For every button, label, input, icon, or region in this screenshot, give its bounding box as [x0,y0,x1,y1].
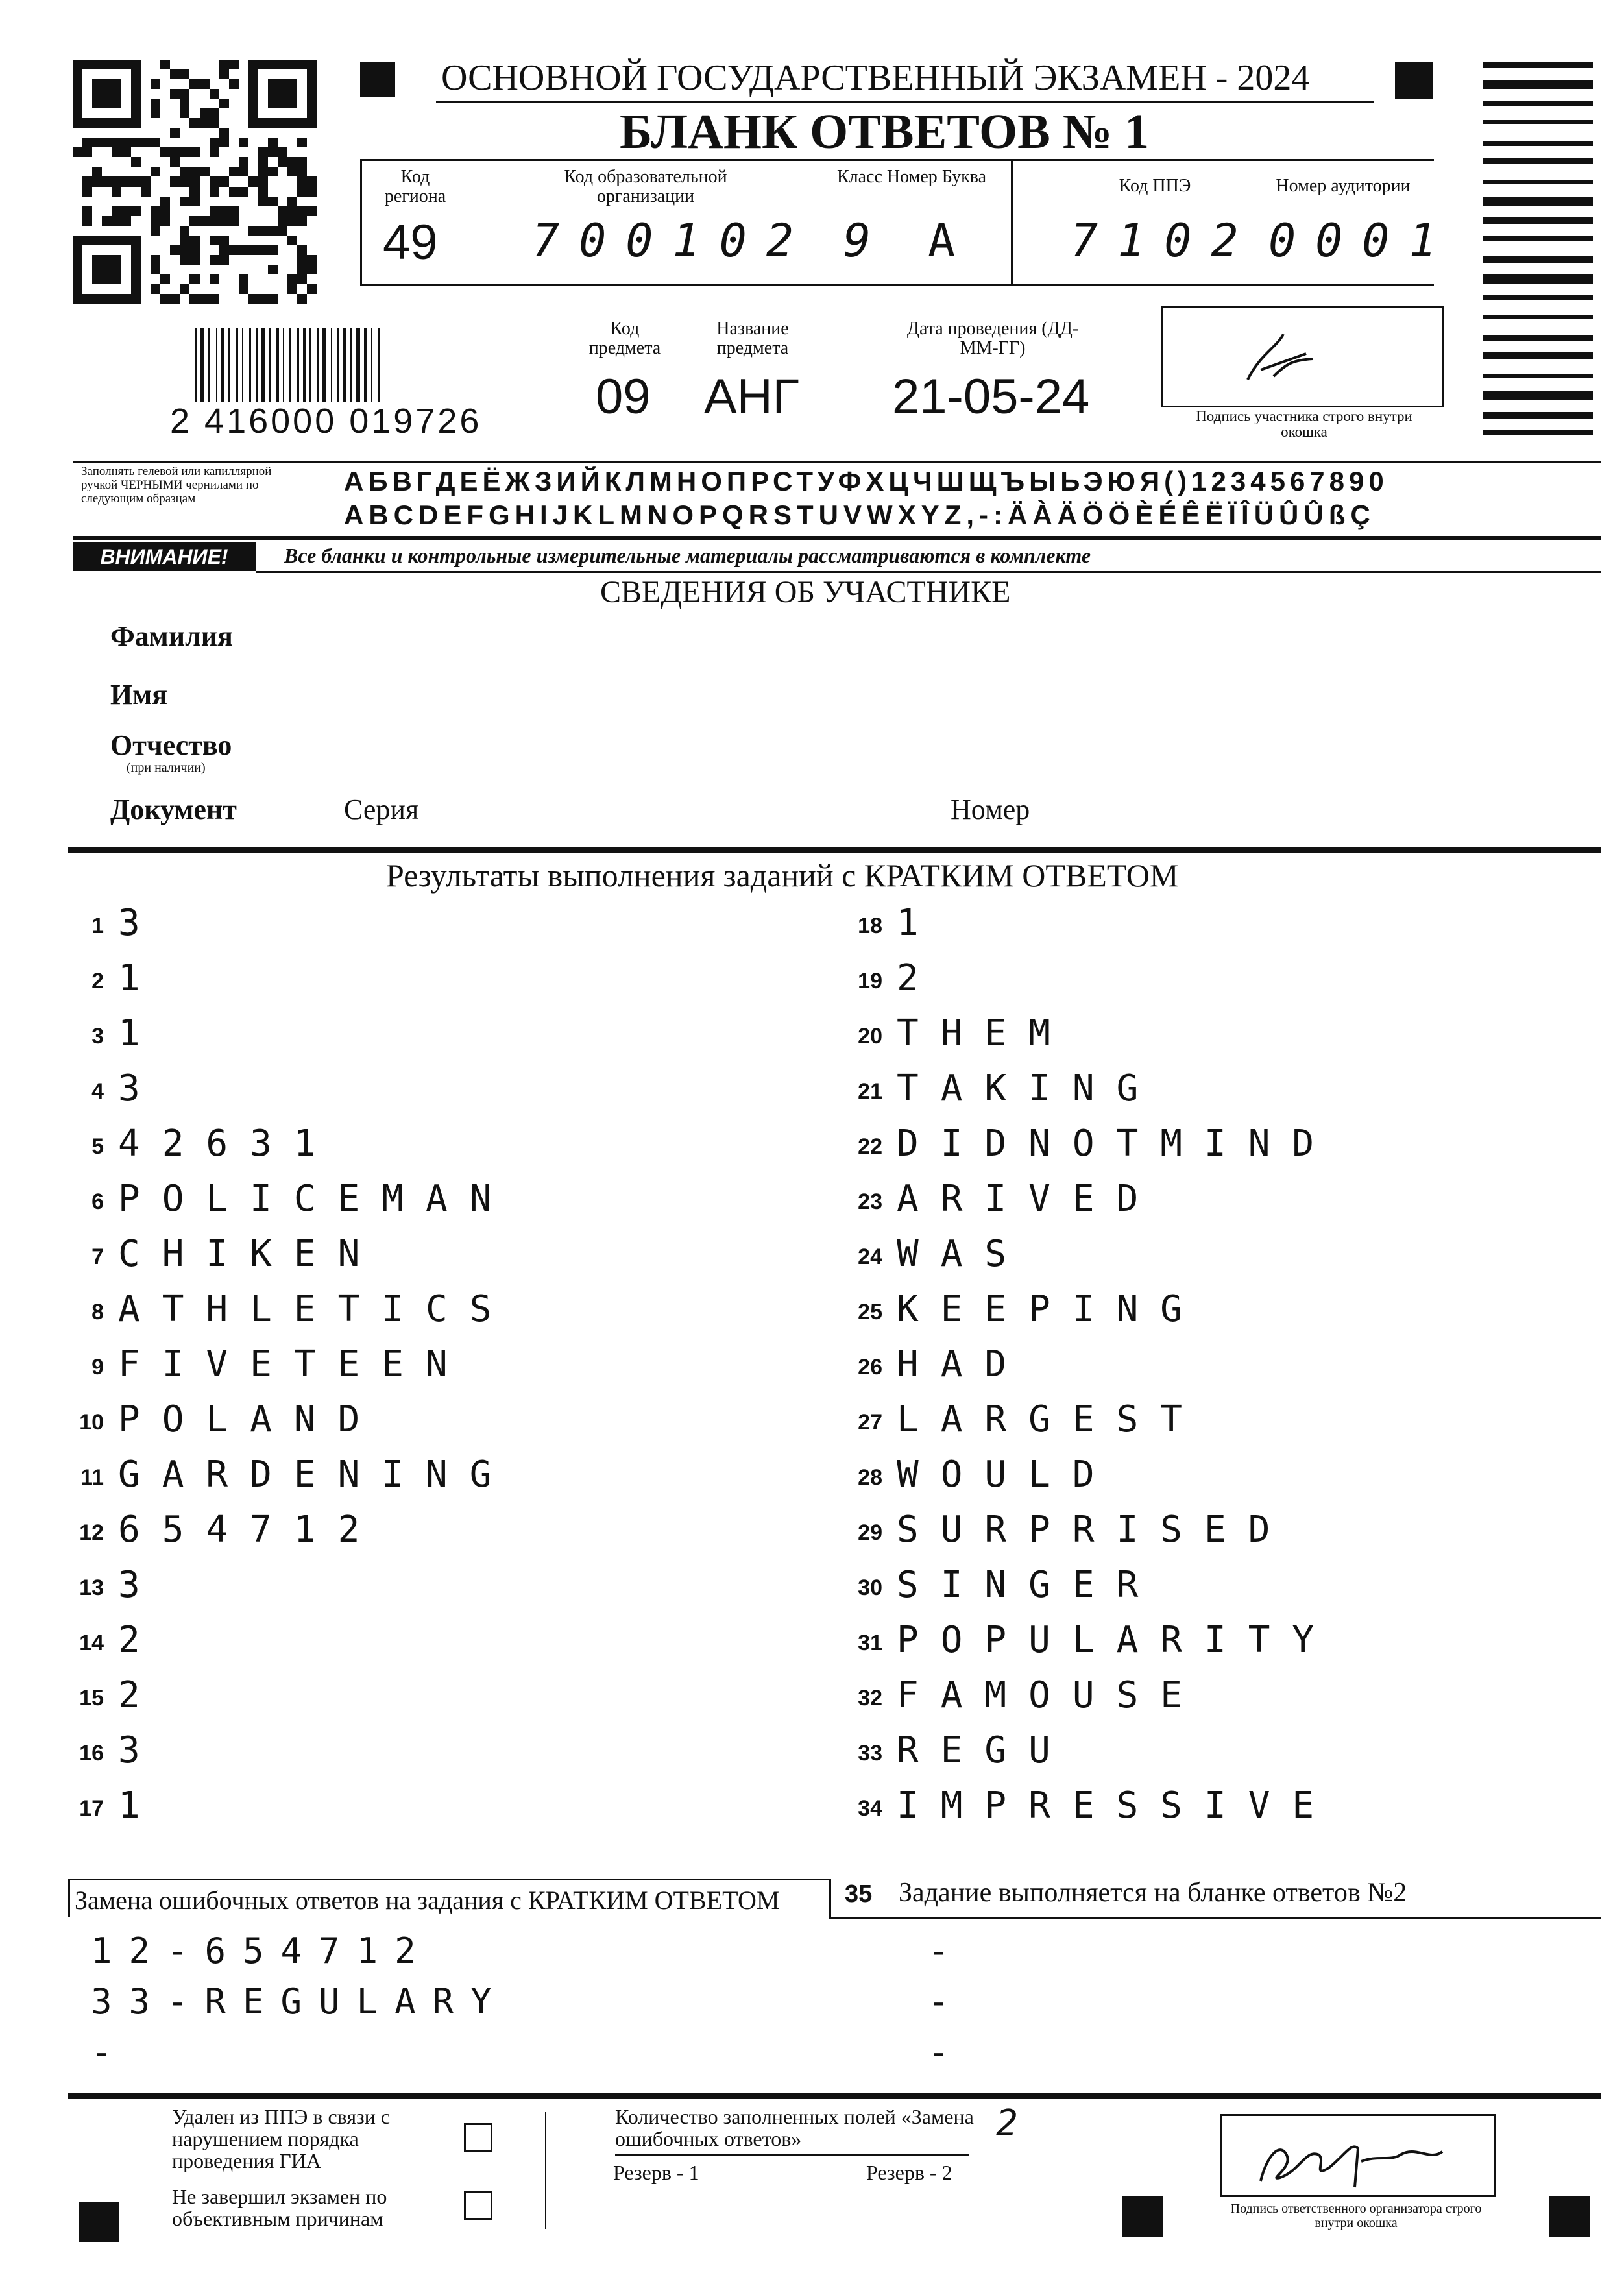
answer-row[interactable] [65,1178,811,1233]
answer-value: 3 [118,1067,162,1110]
corner-marker [1395,62,1433,99]
warning-text: Все бланки и контрольные измерительные материалы рассматриваются в комплекте [284,544,1091,567]
answer-row[interactable] [65,1398,811,1453]
answer-row[interactable] [843,902,1590,957]
answer-row[interactable] [843,1012,1590,1067]
answer-value: 42631 [118,1123,338,1165]
question-number: 19 [858,969,882,993]
replacement-entry[interactable]: - [928,1981,966,2022]
answer-row[interactable] [65,1012,811,1067]
sample-instruction: Заполнять гелевой или капиллярной ручкой ЧЕРНЫМИ чернилами по следующим образцам [81,465,272,505]
participant-heading: СВЕДЕНИЯ ОБ УЧАСТНИКЕ [600,575,1011,609]
answer-row[interactable] [843,1619,1590,1674]
question-number: 28 [858,1465,882,1490]
answer-row[interactable] [843,1674,1590,1729]
subject-name-value: АНГ [704,369,799,424]
number-label: Номер [951,794,1030,825]
answer-value: HAD [897,1343,1029,1385]
answer-value: WAS [897,1233,1029,1275]
question-number: 16 [79,1741,104,1766]
answer-row[interactable] [843,1509,1590,1564]
question-number: 10 [79,1410,104,1435]
answer-row[interactable] [65,957,811,1012]
qr-code [73,60,317,304]
barcode [195,328,539,402]
corner-marker [1549,2196,1590,2237]
answer-row[interactable] [843,957,1590,1012]
label-class: Класс Номер Буква [836,167,987,187]
answer-value: FAMOUSE [897,1674,1205,1716]
question-number: 22 [858,1134,882,1159]
question-number: 20 [858,1024,882,1049]
answer-row[interactable] [843,1398,1590,1453]
answer-value: 1 [897,902,941,944]
ppe-value: 7102 [1071,214,1258,267]
removed-checkbox[interactable] [464,2123,492,2152]
answer-value: 2 [118,1674,162,1716]
question-number: 8 [91,1300,104,1324]
subject-code-value: 09 [596,369,651,424]
answer-row[interactable] [843,1784,1590,1840]
patronymic-note: (при наличии) [127,760,206,775]
question-number: 34 [858,1796,882,1821]
question-number: 15 [79,1686,104,1710]
answer-value: ATHLETICS [118,1288,514,1330]
question-number: 17 [79,1796,104,1821]
answer-value: 2 [897,957,941,999]
answer-value: 1 [118,1012,162,1054]
question-number: 12 [79,1520,104,1545]
reserve1-label: Резерв - 1 [613,2161,699,2184]
signature-mark [1163,308,1442,406]
answer-value: POPULARITY [897,1619,1337,1661]
date-value: 21-05-24 [892,369,1090,424]
replacement-entry[interactable]: 12-654712 [91,1930,433,1971]
question-number: 18 [858,914,882,938]
class-letter-value: А [928,214,975,267]
not-finished-label: Не завершил экзамен по объективным причинам [172,2185,387,2230]
answer-value: DIDNOTMIND [897,1123,1337,1165]
label-subject-code: Код предмета [588,319,661,358]
question-number: 30 [858,1575,882,1600]
question-number: 23 [858,1189,882,1214]
answer-value: TAKING [897,1067,1161,1110]
label-ppe: Код ППЭ [1119,176,1191,196]
answers-heading: Результаты выполнения заданий с КРАТКИМ ОТВЕТОМ [386,857,1179,894]
question-number: 4 [91,1079,104,1104]
corner-marker [79,2202,119,2242]
question-number: 6 [91,1189,104,1214]
replacement-entry[interactable]: - [928,1930,966,1971]
answer-value: POLICEMAN [118,1178,514,1220]
answer-row[interactable] [843,1564,1590,1619]
reserve2-label: Резерв - 2 [866,2161,952,2184]
question-number: 33 [858,1741,882,1766]
replacement-left [91,1930,805,2086]
answer-value: GARDENING [118,1453,514,1496]
form-title: БЛАНК ОТВЕТОВ № 1 [620,104,1150,159]
question-number: 2 [91,969,104,993]
task35-number: 35 [845,1880,873,1908]
answer-value: CHIKEN [118,1233,382,1275]
answer-row[interactable] [843,1729,1590,1784]
answer-row[interactable] [65,1288,811,1343]
removed-label: Удален из ППЭ в связи с нарушением порядка проведения ГИА [172,2105,391,2172]
question-number: 1 [91,914,104,938]
corner-marker [1122,2196,1163,2237]
sample-latin: ABCDEFGHIJKLMNOPQRSTUVWXYZ,-:ÄÀÄÖÖÈÉÊËÏÎÜÛÛßÇ [344,500,1376,530]
answer-row[interactable] [65,1343,811,1398]
name-label: Имя [110,679,167,711]
question-number: 31 [858,1631,882,1655]
patronymic-label: Отчество [110,729,232,761]
answer-value: IMPRESSIVE [897,1784,1337,1827]
not-finished-checkbox[interactable] [464,2191,492,2220]
label-org: Код образовательной организации [564,167,727,206]
question-number: 21 [858,1079,882,1104]
participant-signature-box[interactable] [1161,306,1444,407]
organizer-signature-mark [1222,2116,1494,2195]
replacement-entry[interactable]: - [91,2032,129,2073]
series-label: Серия [344,794,419,825]
answer-row[interactable] [65,1067,811,1123]
question-number: 32 [858,1686,882,1710]
answer-value: 2 [118,1619,162,1661]
organizer-signature-label: Подпись ответственного организатора строго внутри окошка [1230,2202,1482,2230]
class-number-value: 9 [843,214,891,267]
answer-value: 3 [118,902,162,944]
question-number: 29 [858,1520,882,1545]
answer-value: SURPRISED [897,1509,1292,1551]
label-room: Номер аудитории [1276,176,1411,196]
question-number: 9 [91,1355,104,1380]
surname-label: Фамилия [110,620,233,652]
answer-value: POLAND [118,1398,382,1441]
answer-value: REGU [897,1729,1073,1771]
answer-value: WOULD [897,1453,1117,1496]
answer-value: 3 [118,1564,162,1606]
replacement-right [928,1930,1058,2086]
answer-row[interactable] [843,1178,1590,1233]
question-number: 13 [79,1575,104,1600]
answer-row[interactable] [843,1343,1590,1398]
region-value: 49 [383,215,438,270]
question-number: 11 [80,1465,104,1490]
organizer-signature-box[interactable] [1220,2114,1496,2197]
answer-value: LARGEST [897,1398,1205,1441]
answers-left-column [65,902,811,1862]
answer-row[interactable] [65,1564,811,1619]
replacement-entry[interactable]: 33-REGULARY [91,1981,509,2022]
sample-cyrillic: АБВГДЕЁЖЗИЙКЛМНОПРСТУФХЦЧШЩЪЫЬЭЮЯ()1234567890 [344,466,1388,496]
answer-row[interactable] [65,1453,811,1509]
answer-row[interactable] [843,1233,1590,1288]
answer-value: SINGER [897,1564,1161,1606]
answer-row[interactable] [65,902,811,957]
answer-row[interactable] [65,1233,811,1288]
participant-signature-label: Подпись участника строго внутри окошка [1196,408,1412,440]
answer-value: 1 [118,957,162,999]
question-number: 25 [858,1300,882,1324]
document-label: Документ [110,794,237,825]
question-number: 27 [858,1410,882,1435]
count-value: 2 [996,2102,1037,2145]
side-barcode [1483,62,1593,451]
replacement-heading: Замена ошибочных ответов на задания с КРАТКИМ ОТВЕТОМ [75,1886,780,1915]
answer-row[interactable] [65,1509,811,1564]
answer-row[interactable] [65,1784,811,1840]
answer-value: FIVETEEN [118,1343,470,1385]
answer-row[interactable] [843,1288,1590,1343]
label-subject-name: Название предмета [716,319,789,358]
question-number: 24 [858,1245,882,1269]
answer-row[interactable] [843,1067,1590,1123]
answer-row[interactable] [843,1123,1590,1178]
label-date: Дата проведения (ДД-ММ-ГГ) [906,319,1079,358]
answer-row[interactable] [65,1123,811,1178]
question-number: 7 [91,1245,104,1269]
answer-row[interactable] [843,1453,1590,1509]
answer-value: KEEPING [897,1288,1205,1330]
exam-title: ОСНОВНОЙ ГОСУДАРСТВЕННЫЙ ЭКЗАМЕН - 2024 [441,58,1310,98]
answers-right-column [843,902,1590,1862]
question-number: 26 [858,1355,882,1380]
warning-badge: ВНИМАНИЕ! [73,542,256,571]
answer-value: 1 [118,1784,162,1827]
answer-value: 3 [118,1729,162,1771]
replacement-entry[interactable]: - [928,2032,966,2073]
count-label: Количество заполненных полей «Замена ошибочных ответов» [615,2105,974,2150]
answer-value: ARIVED [897,1178,1161,1220]
barcode-number: 2 416000 019726 [170,402,482,441]
room-value: 0001 [1268,214,1456,267]
answer-value: THEM [897,1012,1073,1054]
answer-row[interactable] [65,1619,811,1674]
answer-row[interactable] [65,1674,811,1729]
org-value: 700102 [532,214,813,267]
task35-text: Задание выполняется на бланке ответов №2 [899,1878,1407,1908]
answer-value: 654712 [118,1509,382,1551]
question-number: 3 [91,1024,104,1049]
label-region: Код региона [384,167,446,206]
corner-marker [360,62,395,97]
question-number: 5 [91,1134,104,1159]
question-number: 14 [79,1631,104,1655]
answer-row[interactable] [65,1729,811,1784]
